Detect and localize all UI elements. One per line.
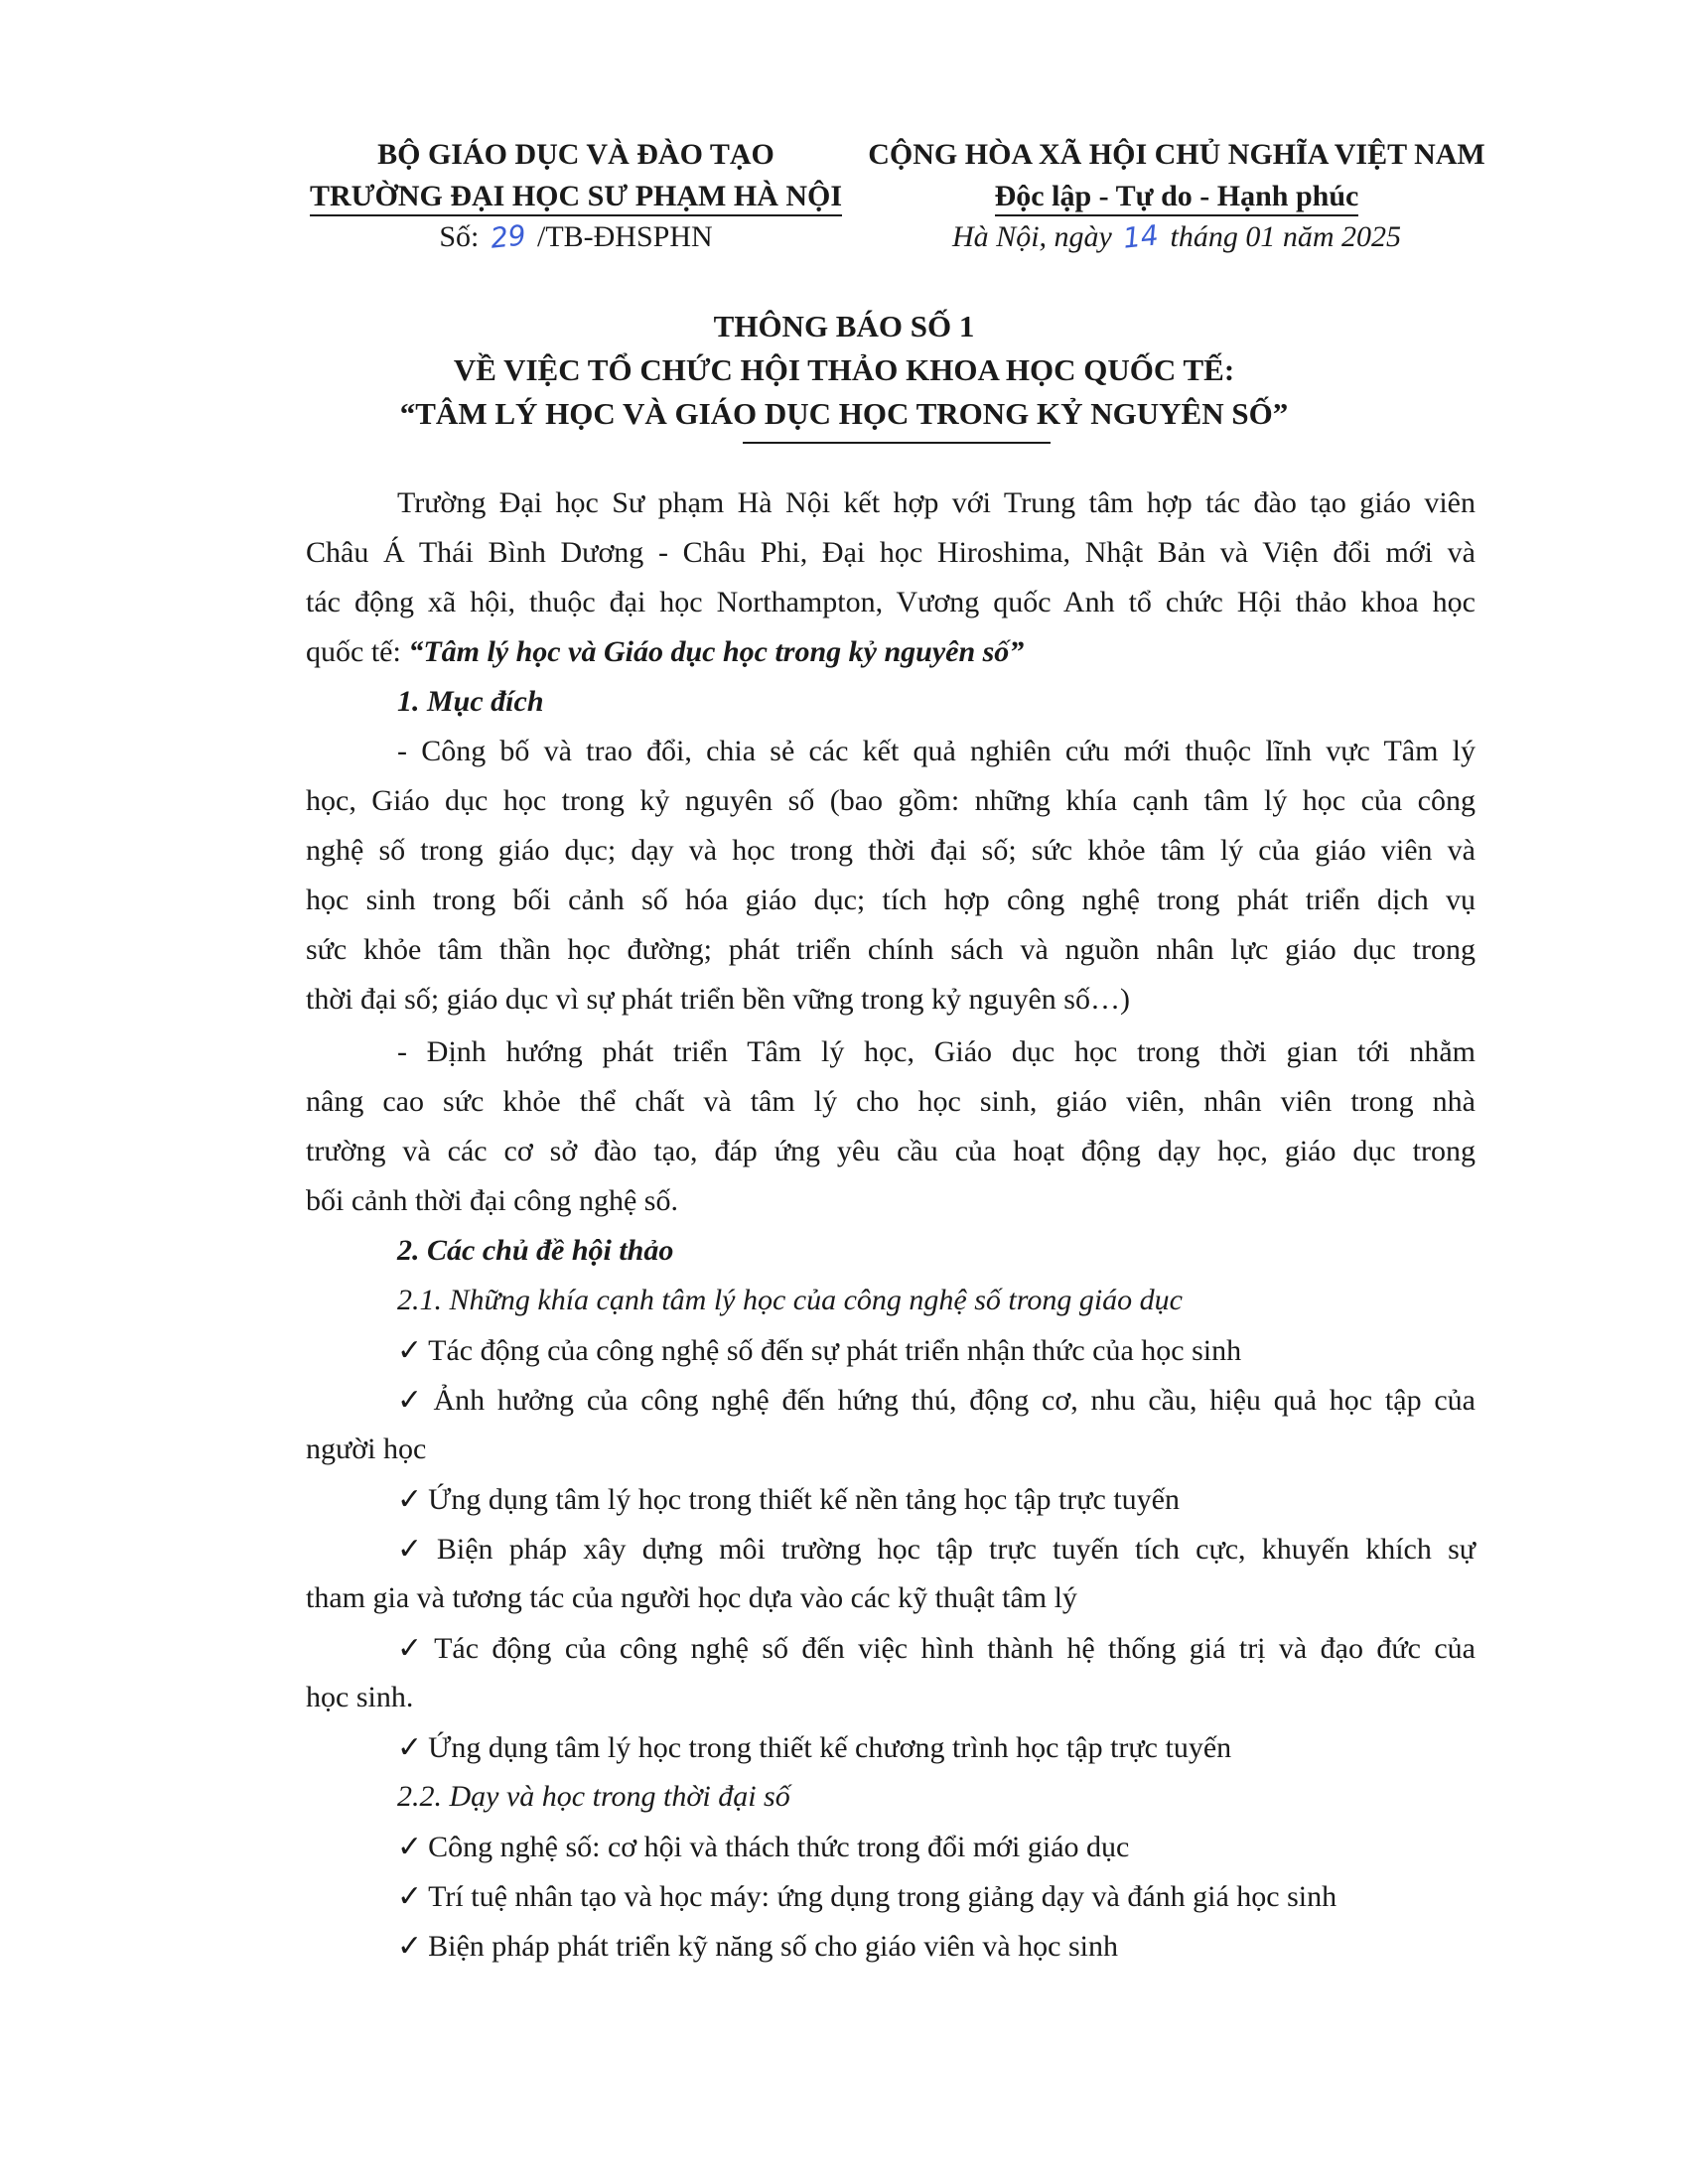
issuer-block <box>298 134 854 217</box>
topic-item: ✓ Biện pháp xây dựng môi trường học tập trực tuyến tích cực, khuyến khích sự <box>397 1533 1477 1566</box>
purpose-p1-line-3: nghệ số trong giáo dục; dạy và học trong thời đại số; sức khỏe tâm lý của giáo viên và <box>306 834 1476 867</box>
intro-line-3: tác động xã hội, thuộc đại học Northampton, Vương quốc Anh tổ chức Hội thảo khoa học <box>306 586 1476 618</box>
topic-item-continuation: học sinh. <box>306 1681 414 1713</box>
notice-title-line2: VỀ VIỆC TỔ CHỨC HỘI THẢO KHOA HỌC QUỐC TẾ: <box>453 352 1235 387</box>
checkmark-icon: ✓ <box>397 1334 423 1367</box>
subsection-heading-2-1: 2.1. Những khía cạnh tâm lý học của công nghệ số trong giáo dục <box>397 1284 1183 1316</box>
purpose-p1-line-6: thời đại số; giáo dục vì sự phát triển bền vững trong kỷ nguyên số…) <box>306 983 1130 1016</box>
purpose-p1-line-4: học sinh trong bối cảnh số hóa giáo dục; tích hợp công nghệ trong phát triển dịch vụ <box>306 884 1476 916</box>
topic-item: ✓ Ứng dụng tâm lý học trong thiết kế nền tảng học tập trực tuyến <box>397 1483 1180 1516</box>
conference-title: “Tâm lý học và Giáo dục học trong kỷ nguyên số” <box>408 635 1025 668</box>
purpose-p1-line-5: sức khỏe tâm thần học đường; phát triển chính sách và nguồn nhân lực giáo dục trong <box>306 933 1476 966</box>
checkmark-icon: ✓ <box>397 1632 429 1665</box>
topic-item: ✓ Tác động của công nghệ số đến việc hình thành hệ thống giá trị và đạo đức của <box>397 1632 1476 1665</box>
intro-line-4: quốc tế: “Tâm lý học và Giáo dục học trong kỷ nguyên số” <box>306 635 1025 668</box>
checkmark-icon: ✓ <box>397 1731 423 1764</box>
section-heading-purpose: 1. Mục đích <box>397 685 544 718</box>
title-divider <box>743 442 1051 444</box>
handwritten-number: 29 <box>489 218 528 255</box>
national-motto: Độc lập - Tự do - Hạnh phúc <box>854 176 1499 217</box>
section-heading-topics: 2. Các chủ đề hội thảo <box>397 1234 674 1267</box>
checkmark-icon: ✓ <box>397 1384 428 1417</box>
topic-item: ✓ Trí tuệ nhân tạo và học máy: ứng dụng trong giảng dạy và đánh giá học sinh <box>397 1880 1337 1913</box>
intro-line-1: Trường Đại học Sư phạm Hà Nội kết hợp với Trung tâm hợp tác đào tạo giáo viên <box>397 486 1476 519</box>
purpose-p2-line-2: nâng cao sức khỏe thể chất và tâm lý cho học sinh, giáo viên, nhân viên trong nhà <box>306 1085 1476 1118</box>
notice-title-line3: “TÂM LÝ HỌC VÀ GIÁO DỤC HỌC TRONG KỶ NGUYÊN SỐ” <box>399 396 1289 431</box>
national-header <box>854 134 1499 217</box>
purpose-p1-line-1: - Công bố và trao đổi, chia sẻ các kết quả nghiên cứu mới thuộc lĩnh vực Tâm lý <box>397 735 1476 767</box>
checkmark-icon: ✓ <box>397 1533 431 1566</box>
subsection-heading-2-2: 2.2. Dạy và học trong thời đại số <box>397 1780 790 1813</box>
topic-item-continuation: tham gia và tương tác của người học dựa vào các kỹ thuật tâm lý <box>306 1581 1077 1614</box>
ministry-name: BỘ GIÁO DỤC VÀ ĐÀO TẠO <box>377 138 774 171</box>
checkmark-icon: ✓ <box>397 1483 423 1516</box>
topic-item: ✓ Tác động của công nghệ số đến sự phát triển nhận thức của học sinh <box>397 1334 1242 1367</box>
checkmark-icon: ✓ <box>397 1930 423 1963</box>
university-name: TRƯỜNG ĐẠI HỌC SƯ PHẠM HÀ NỘI <box>298 176 854 217</box>
topic-item: ✓ Công nghệ số: cơ hội và thách thức trong đổi mới giáo dục <box>397 1831 1130 1863</box>
topic-item: ✓ Ảnh hưởng của công nghệ đến hứng thú, động cơ, nhu cầu, hiệu quả học tập của <box>397 1384 1476 1417</box>
purpose-p2-line-4: bối cảnh thời đại công nghệ số. <box>306 1184 678 1217</box>
checkmark-icon: ✓ <box>397 1880 423 1913</box>
purpose-p2-line-3: trường và các cơ sở đào tạo, đáp ứng yêu cầu của hoạt động dạy học, giáo dục trong <box>306 1135 1476 1167</box>
document-number: Số: 29 /TB-ĐHSPHN <box>439 218 713 255</box>
topic-item: ✓ Ứng dụng tâm lý học trong thiết kế chương trình học tập trực tuyến <box>397 1731 1232 1764</box>
document-date: Hà Nội, ngày 14 tháng 01 năm 2025 <box>952 218 1401 255</box>
topic-item-continuation: người học <box>306 1433 427 1465</box>
intro-line-2: Châu Á Thái Bình Dương - Châu Phi, Đại học Hiroshima, Nhật Bản và Viện đổi mới và <box>306 536 1476 569</box>
country-name: CỘNG HÒA XÃ HỘI CHỦ NGHĨA VIỆT NAM <box>868 138 1485 171</box>
handwritten-day: 14 <box>1121 218 1161 255</box>
purpose-p1-line-2: học, Giáo dục học trong kỷ nguyên số (bao gồm: những khía cạnh tâm lý học của công <box>306 784 1476 817</box>
notice-title-line1: THÔNG BÁO SỐ 1 <box>713 309 975 343</box>
topic-item: ✓ Biện pháp phát triển kỹ năng số cho giáo viên và học sinh <box>397 1930 1118 1963</box>
checkmark-icon: ✓ <box>397 1831 423 1863</box>
purpose-p2-line-1: - Định hướng phát triển Tâm lý học, Giáo dục học trong thời gian tới nhằm <box>397 1035 1476 1068</box>
